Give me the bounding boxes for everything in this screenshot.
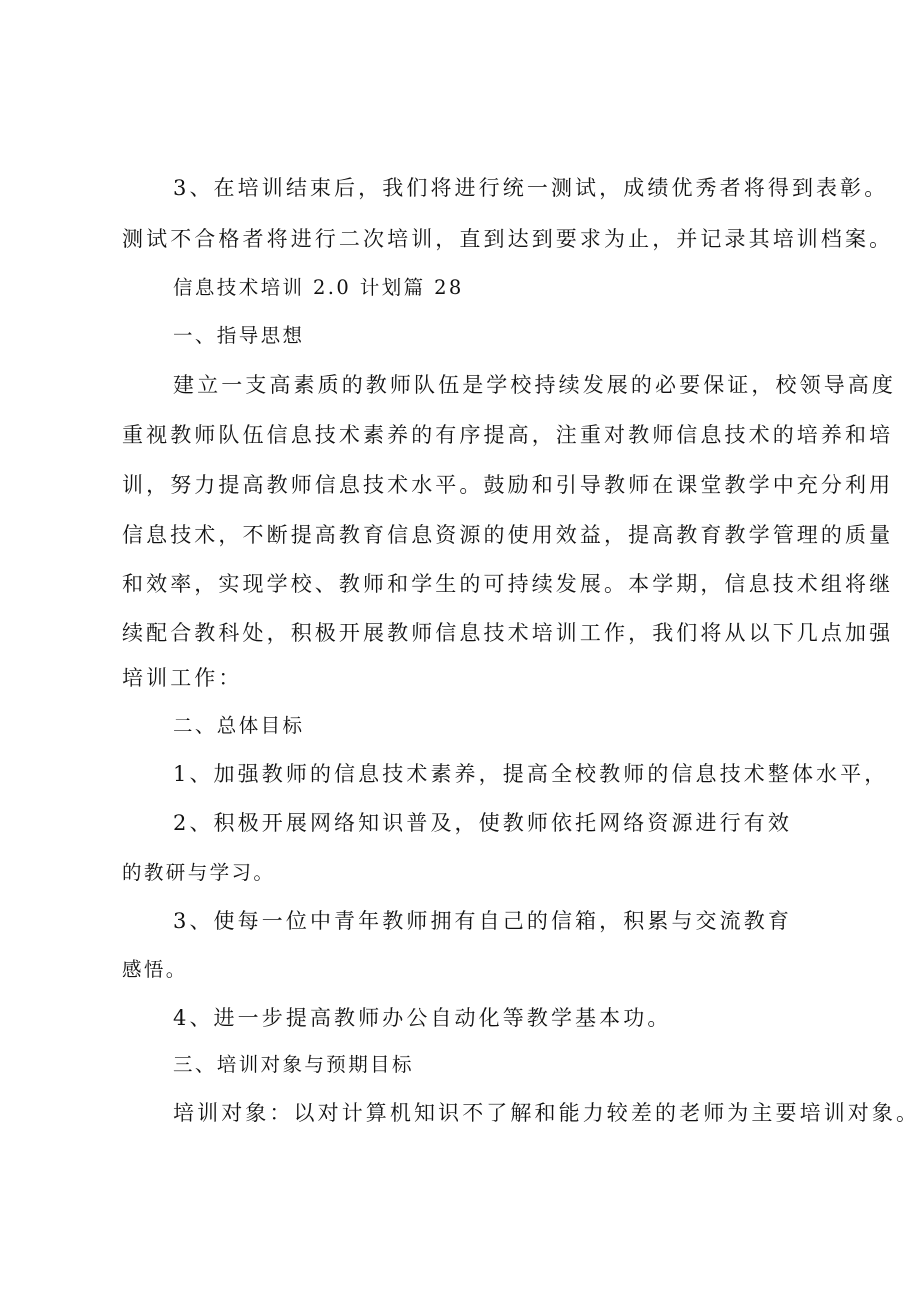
paragraph-line: 和效率，实现学校、教师和学生的可持续发展。本学期，信息技术组将继	[122, 572, 894, 596]
paragraph-line: 训，努力提高教师信息技术水平。鼓励和引导教师在课堂教学中充分利用	[122, 473, 894, 497]
section-heading: 二、总体目标	[173, 714, 305, 737]
list-item-continuation: 的教研与学习。	[122, 861, 276, 884]
list-item-continuation: 感悟。	[122, 958, 188, 981]
paragraph-line: 3、在培训结束后，我们将进行统一测试，成绩优秀者将得到表彰。	[173, 176, 889, 200]
paragraph-line: 建立一支高素质的教师队伍是学校持续发展的必要保证，校领导高度	[173, 373, 896, 397]
list-item: 4、进一步提高教师办公自动化等教学基本功。	[173, 1006, 672, 1030]
list-item: 1、加强教师的信息技术素养，提高全校教师的信息技术整体水平，	[173, 762, 889, 786]
list-item: 3、使每一位中青年教师拥有自己的信箱，积累与交流教育	[173, 909, 792, 933]
paragraph-line: 培训工作：	[122, 666, 243, 690]
list-item: 2、积极开展网络知识普及，使教师依托网络资源进行有效	[173, 811, 792, 835]
paragraph-line: 培训对象：以对计算机知识不了解和能力较差的老师为主要培训对象。	[173, 1101, 920, 1125]
paragraph-line: 重视教师队伍信息技术素养的有序提高，注重对教师信息技术的培养和培	[122, 423, 894, 447]
paragraph-line: 测试不合格者将进行二次培训，直到达到要求为止，并记录其培训档案。	[122, 227, 894, 251]
paragraph-line: 信息技术，不断提高教育信息资源的使用效益，提高教育教学管理的质量	[122, 523, 894, 547]
section-title: 信息技术培训 2.0 计划篇 28	[173, 276, 464, 299]
section-heading: 一、指导思想	[173, 324, 305, 347]
paragraph-line: 续配合教科处，积极开展教师信息技术培训工作，我们将从以下几点加强	[122, 621, 894, 645]
section-heading: 三、培训对象与预期目标	[173, 1053, 414, 1076]
